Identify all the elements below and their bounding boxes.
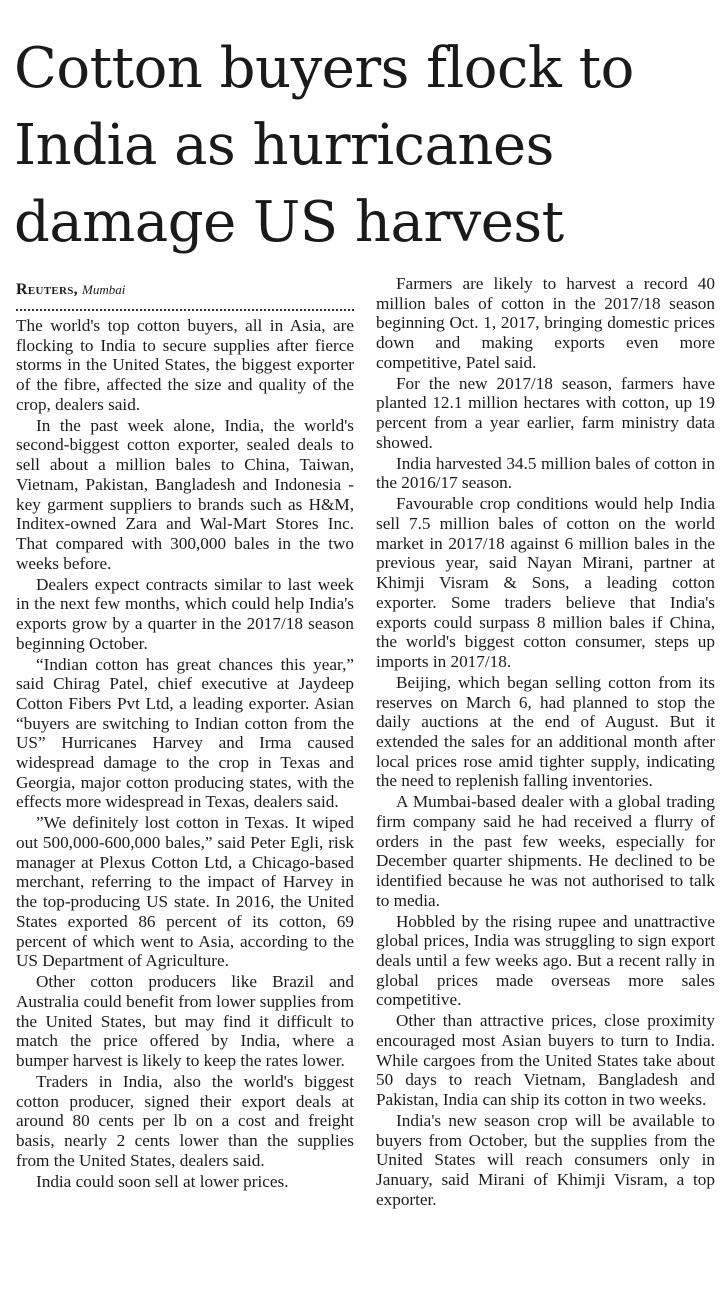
paragraph: India harvested 34.5 million bales of cotton in the 2016/17 season.	[376, 453, 715, 493]
byline-agency: Reuters,	[16, 281, 78, 298]
paragraph: Favourable crop conditions would help India sell 7.5 million bales of cotton on the world market in 2017/18 against 6 million bales in the previous year, said Nayan Mirani, partner at Khimji Visram & Sons, a leading cotton exporter. Some traders believe that India's exports could surpass 8 million bales if China, the world's biggest cotton consumer, steps up imports in 2017/18.	[376, 494, 715, 671]
article-column-right	[376, 274, 715, 1211]
paragraph: Traders in India, also the world's biggest cotton producer, signed their export deals at around 80 cents per lb on a cost and freight basis, nearly 2 cents lower than the supplies from the United States, dealers said.	[16, 1071, 354, 1170]
byline	[16, 280, 125, 300]
paragraph: Hobbled by the rising rupee and unattractive global prices, India was struggling to sign export deals until a few weeks ago. But a recent rally in global prices made overseas more sales competitive.	[376, 911, 715, 1010]
byline-divider	[16, 309, 354, 311]
paragraph: ”We definitely lost cotton in Texas. It wiped out 500,000-600,000 bales,” said Peter Egli, risk manager at Plexus Cotton Ltd, a Chicago-based merchant, referring to the impact of Harvey in the top-producing US state. In 2016, the United States exported 86 percent of its cotton, 69 percent of which went to Asia, according to the US Department of Agriculture.	[16, 813, 354, 971]
paragraph: India's new season crop will be available to buyers from October, but the supplies from the United States will reach consumers only in January, said Mirani of Khimji Visram, a top exporter.	[376, 1111, 715, 1209]
paragraph: In the past week alone, India, the world's second-biggest cotton exporter, sealed deals to sell about a million bales to China, Taiwan, Vietnam, Pakistan, Bangladesh and Indonesia - key garment suppliers to brands such as H&M, Inditex-owned Zara and Wal-Mart Stores Inc. That compared with 300,000 bales in the two weeks before.	[16, 415, 354, 573]
paragraph: Farmers are likely to harvest a record 40 million bales of cotton in the 2017/18 season beginning Oct. 1, 2017, bringing domestic prices down and making exports even more competitive, Patel said.	[376, 274, 715, 372]
paragraph: India could soon sell at lower prices.	[36, 1171, 289, 1191]
paragraph: Other than attractive prices, close proximity encouraged most Asian buyers to turn to India. While cargoes from the United States take about 50 days to reach Vietnam, Bangladesh and Pakistan, India can ship its cotton in two weeks.	[376, 1011, 715, 1110]
article-column-left	[16, 316, 354, 1192]
paragraph: “Indian cotton has great chances this year,” said Chirag Patel, chief executive at Jaydeep Cotton Fibers Pvt Ltd, a leading exporter. Asian “buyers are switching to Indian cotton from the US” Hurricanes Harvey and Irma caused widespread damage to the crop in Texas and Georgia, major cotton producing states, with the effects more widespread in Texas, dealers said.	[16, 654, 354, 812]
paragraph: The world's top cotton buyers, all in Asia, are flocking to India to secure supplies after fierce storms in the United States, the biggest exporter of the fibre, affected the size and quality of the crop, dealers said.	[16, 316, 354, 414]
headline: Cotton buyers flock to India as hurricanes damage US harvest	[14, 36, 634, 255]
paragraph: For the new 2017/18 season, farmers have planted 12.1 million hectares with cotton, up 19 percent from a year earlier, farm ministry data showed.	[376, 373, 715, 452]
paragraph: Dealers expect contracts similar to last week in the next few months, which could help India's exports grow by a quarter in the 2017/18 season beginning October.	[16, 574, 354, 653]
paragraph: A Mumbai-based dealer with a global trading firm company said he had received a flurry of orders in the past few weeks, especially for December quarter shipments. He declined to be identified because he was not authorised to talk to media.	[376, 792, 715, 910]
paragraph: Beijing, which began selling cotton from its reserves on March 6, had planned to stop the daily auctions at the end of August. But it extended the sales for an additional month after local prices rose amid tighter supply, indicating the need to replenish falling inventories.	[376, 672, 715, 791]
paragraph: Other cotton producers like Brazil and Australia could benefit from lower supplies from the United States, but may find it difficult to match the price offered by India, where a bumper harvest is likely to keep the rates lower.	[16, 972, 354, 1070]
byline-place: Mumbai	[81, 282, 126, 297]
